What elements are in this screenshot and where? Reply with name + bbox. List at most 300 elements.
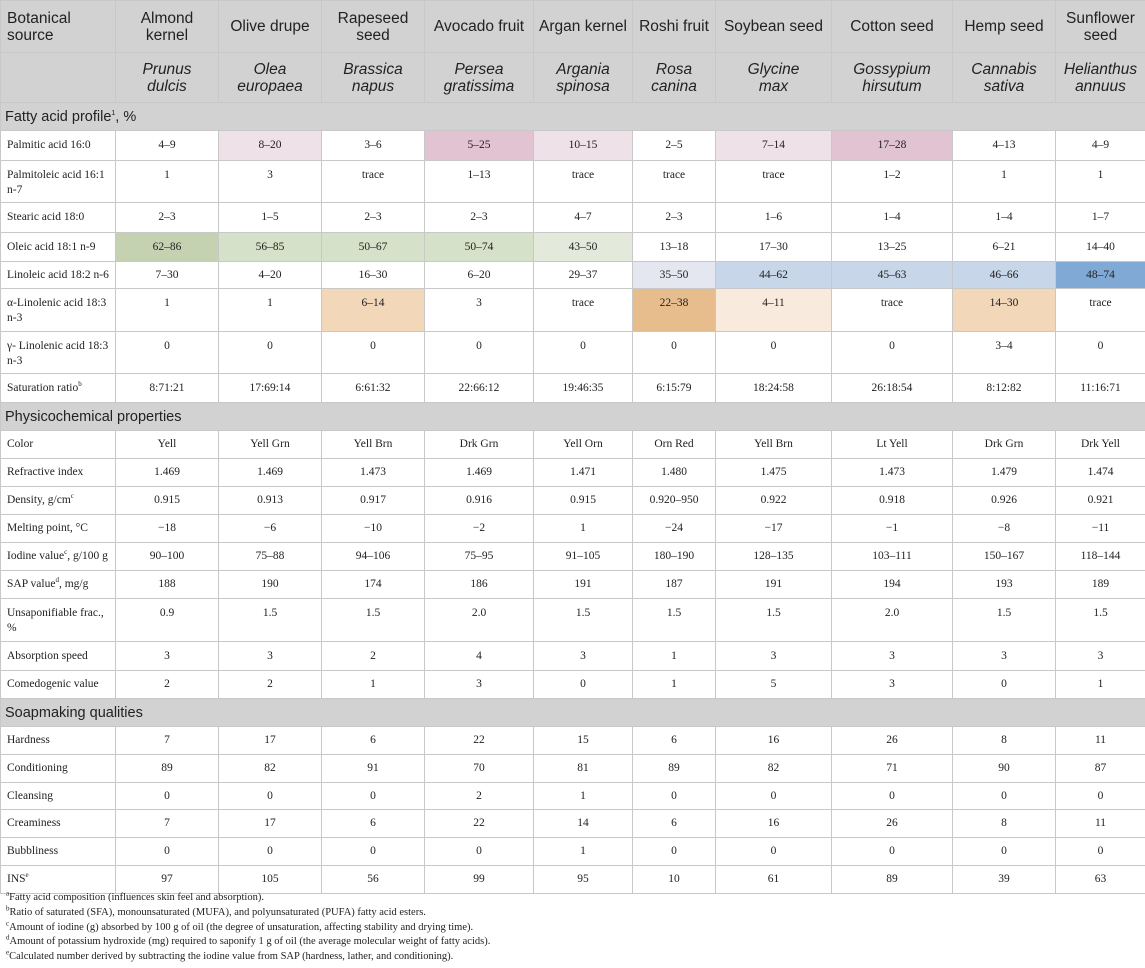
- table-cell: 3: [425, 671, 534, 699]
- table-cell: 48–74: [1056, 262, 1145, 289]
- table-cell: 1: [322, 671, 425, 699]
- section-title: Fatty acid profile$^1$, %: [1, 103, 1145, 131]
- row-label: Hardness: [1, 727, 116, 755]
- table-cell: 1: [534, 515, 633, 543]
- table-cell: 17–28: [832, 131, 953, 161]
- header-empty-cell: [1, 53, 116, 103]
- table-cell: 95: [534, 866, 633, 894]
- table-cell: 1: [116, 161, 219, 203]
- table-cell: trace: [534, 161, 633, 203]
- table-cell: trace: [322, 161, 425, 203]
- section-title: Soapmaking qualities: [1, 699, 1145, 727]
- table-cell: 2–5: [633, 131, 716, 161]
- table-cell: 1.5: [633, 599, 716, 642]
- table-cell: 0: [116, 783, 219, 810]
- table-cell: 1–5: [219, 203, 322, 233]
- table-cell: 22: [425, 727, 534, 755]
- table-cell: 1.5: [219, 599, 322, 642]
- table-cell: 89: [116, 755, 219, 783]
- table-cell: 16: [716, 727, 832, 755]
- table-cell: 90: [953, 755, 1056, 783]
- table-cell: 1.469: [219, 459, 322, 487]
- table-cell: 3–4: [953, 332, 1056, 374]
- table-cell: 6–14: [322, 289, 425, 332]
- table-cell: 17: [219, 810, 322, 838]
- table-cell: 2.0: [425, 599, 534, 642]
- table-cell: 186: [425, 571, 534, 599]
- table-cell: trace: [534, 289, 633, 332]
- table-row: [1, 755, 1145, 783]
- row-label: Creaminess: [1, 810, 116, 838]
- table-cell: 6–21: [953, 233, 1056, 262]
- table-cell: 1.5: [534, 599, 633, 642]
- header-common-name: Rapeseed seed: [322, 1, 425, 53]
- table-cell: 75–95: [425, 543, 534, 571]
- table-cell: 11:16:71: [1056, 374, 1145, 403]
- table-cell: 0: [1056, 783, 1145, 810]
- table-cell: −2: [425, 515, 534, 543]
- table-cell: 0.920–950: [633, 487, 716, 515]
- table-cell: 0: [716, 332, 832, 374]
- table-cell: 26: [832, 727, 953, 755]
- table-cell: 1: [1056, 671, 1145, 699]
- table-cell: 1.479: [953, 459, 1056, 487]
- table-cell: 35–50: [633, 262, 716, 289]
- table-cell: 1.5: [716, 599, 832, 642]
- table-cell: 0.921: [1056, 487, 1145, 515]
- table-cell: 0: [116, 332, 219, 374]
- table-cell: 3: [425, 289, 534, 332]
- table-cell: 0: [219, 783, 322, 810]
- table-cell: 7–30: [116, 262, 219, 289]
- header-common-name: Almond kernel: [116, 1, 219, 53]
- table-cell: −18: [116, 515, 219, 543]
- table-cell: 194: [832, 571, 953, 599]
- table-cell: 91–105: [534, 543, 633, 571]
- table-cell: 2: [219, 671, 322, 699]
- table-cell: 50–67: [322, 233, 425, 262]
- table-cell: 1.471: [534, 459, 633, 487]
- table-cell: 1–7: [1056, 203, 1145, 233]
- table-cell: 189: [1056, 571, 1145, 599]
- row-label: Palmitic acid 16:0: [1, 131, 116, 161]
- header-common-name: Soybean seed: [716, 1, 832, 53]
- table-cell: 1–13: [425, 161, 534, 203]
- table-cell: 4–9: [1056, 131, 1145, 161]
- table-cell: 0: [633, 783, 716, 810]
- table-cell: 0: [534, 332, 633, 374]
- header-common-name: Roshi fruit: [633, 1, 716, 53]
- table-cell: 0: [322, 332, 425, 374]
- header-botanical-source: Botanical source: [1, 1, 116, 53]
- table-cell: 17–30: [716, 233, 832, 262]
- table-cell: 7: [116, 810, 219, 838]
- table-cell: 150–167: [953, 543, 1056, 571]
- table-cell: 56: [322, 866, 425, 894]
- table-cell: 13–18: [633, 233, 716, 262]
- footnote: $^e$Calculated number derived by subtracting the iodine value from SAP (hardness, lather, and conditioning).: [6, 948, 454, 963]
- table-cell: 0.915: [534, 487, 633, 515]
- table-cell: −10: [322, 515, 425, 543]
- table-cell: 14–30: [953, 289, 1056, 332]
- table-cell: 3: [219, 161, 322, 203]
- table-cell: 174: [322, 571, 425, 599]
- table-cell: 1: [1056, 161, 1145, 203]
- table-cell: 26: [832, 810, 953, 838]
- row-label: Palmitoleic acid 16:1 n-7: [1, 161, 116, 203]
- table-cell: 18:24:58: [716, 374, 832, 403]
- header-scientific-name: Brassica napus: [322, 53, 425, 103]
- table-cell: 2–3: [322, 203, 425, 233]
- table-cell: 70: [425, 755, 534, 783]
- table-cell: 190: [219, 571, 322, 599]
- table-cell: 6: [633, 810, 716, 838]
- table-cell: −8: [953, 515, 1056, 543]
- header-common-name: Argan kernel: [534, 1, 633, 53]
- table-cell: 90–100: [116, 543, 219, 571]
- table-cell: trace: [1056, 289, 1145, 332]
- header-row-common-names: [1, 1, 1145, 53]
- table-cell: 103–111: [832, 543, 953, 571]
- table-cell: 1.5: [1056, 599, 1145, 642]
- table-cell: 8: [953, 810, 1056, 838]
- table-cell: 0: [425, 332, 534, 374]
- table-cell: 6:61:32: [322, 374, 425, 403]
- table-cell: 50–74: [425, 233, 534, 262]
- table-cell: 3: [832, 671, 953, 699]
- table-cell: 10: [633, 866, 716, 894]
- table-cell: 1.5: [953, 599, 1056, 642]
- table-cell: 11: [1056, 810, 1145, 838]
- header-common-name: Avocado fruit: [425, 1, 534, 53]
- table-cell: 97: [116, 866, 219, 894]
- header-common-name: Sunflower seed: [1056, 1, 1145, 53]
- table-cell: 0.916: [425, 487, 534, 515]
- table-row: [1, 838, 1145, 866]
- table-cell: 1.469: [116, 459, 219, 487]
- table-row: [1, 262, 1145, 289]
- table-cell: 0: [219, 332, 322, 374]
- table-cell: 2–3: [116, 203, 219, 233]
- table-cell: 26:18:54: [832, 374, 953, 403]
- section-row-soap: [1, 699, 1145, 727]
- table-cell: 0: [716, 783, 832, 810]
- table-cell: 0: [1056, 838, 1145, 866]
- table-cell: Yell Grn: [219, 431, 322, 459]
- table-row: [1, 810, 1145, 838]
- row-label: Density, $g/cm^c$: [1, 487, 116, 515]
- table-cell: Yell Orn: [534, 431, 633, 459]
- table-cell: 1: [633, 671, 716, 699]
- row-label: Comedogenic value: [1, 671, 116, 699]
- table-cell: 4–13: [953, 131, 1056, 161]
- table-cell: 29–37: [534, 262, 633, 289]
- table-cell: 0.913: [219, 487, 322, 515]
- table-cell: 1.474: [1056, 459, 1145, 487]
- table-cell: Yell Brn: [716, 431, 832, 459]
- table-cell: 0: [953, 838, 1056, 866]
- table-cell: 89: [633, 755, 716, 783]
- table-cell: 2: [116, 671, 219, 699]
- table-cell: Drk Yell: [1056, 431, 1145, 459]
- table-cell: 2–3: [633, 203, 716, 233]
- table-cell: 3: [832, 642, 953, 671]
- table-cell: 191: [716, 571, 832, 599]
- table-cell: Lt Yell: [832, 431, 953, 459]
- table-cell: 3: [1056, 642, 1145, 671]
- table-cell: −17: [716, 515, 832, 543]
- table-cell: 3: [716, 642, 832, 671]
- table-cell: 6:15:79: [633, 374, 716, 403]
- table-row: [1, 642, 1145, 671]
- table-cell: Drk Grn: [953, 431, 1056, 459]
- section-row-fatty: [1, 103, 1145, 131]
- table-cell: 14: [534, 810, 633, 838]
- table-cell: 8–20: [219, 131, 322, 161]
- table-cell: 82: [716, 755, 832, 783]
- table-cell: 188: [116, 571, 219, 599]
- table-cell: 0: [534, 671, 633, 699]
- table-cell: 4–9: [116, 131, 219, 161]
- table-cell: Drk Grn: [425, 431, 534, 459]
- section-row-physico: [1, 403, 1145, 431]
- table-cell: 7–14: [716, 131, 832, 161]
- row-label: SAP value$^d$, mg/g: [1, 571, 116, 599]
- row-label: Cleansing: [1, 783, 116, 810]
- footnote: $^d$Amount of potassium hydroxide (mg) required to saponify 1 g of oil (the average molecular weight of fatty acids).: [6, 933, 491, 948]
- row-label: Saturation ratio$^b$: [1, 374, 116, 403]
- table-cell: Orn Red: [633, 431, 716, 459]
- table-cell: 105: [219, 866, 322, 894]
- table-cell: −24: [633, 515, 716, 543]
- table-cell: 0: [219, 838, 322, 866]
- table-row: [1, 459, 1145, 487]
- table-row: [1, 543, 1145, 571]
- row-label: Color: [1, 431, 116, 459]
- table-cell: 1–4: [832, 203, 953, 233]
- table-cell: 1: [116, 289, 219, 332]
- table-cell: −1: [832, 515, 953, 543]
- row-label: Iodine value$^c$, g/100 g: [1, 543, 116, 571]
- table-cell: 5: [716, 671, 832, 699]
- table-cell: 193: [953, 571, 1056, 599]
- table-cell: 0: [832, 332, 953, 374]
- header-common-name: Cotton seed: [832, 1, 953, 53]
- table-cell: 22–38: [633, 289, 716, 332]
- row-label: γ- Linolenic acid 18:3 n-3: [1, 332, 116, 374]
- table-cell: −6: [219, 515, 322, 543]
- table-cell: 8: [953, 727, 1056, 755]
- footnote: $^a$Fatty acid composition (influences skin feel and absorption).: [6, 889, 264, 903]
- table-cell: 1: [534, 838, 633, 866]
- table-cell: 0.917: [322, 487, 425, 515]
- table-row: [1, 727, 1145, 755]
- table-cell: 2: [425, 783, 534, 810]
- row-label: Bubbliness: [1, 838, 116, 866]
- row-label: Stearic acid 18:0: [1, 203, 116, 233]
- table-cell: Yell: [116, 431, 219, 459]
- table-cell: 0: [953, 671, 1056, 699]
- table-row: [1, 599, 1145, 642]
- table-cell: 128–135: [716, 543, 832, 571]
- row-label: Absorption speed: [1, 642, 116, 671]
- table-cell: 6: [322, 810, 425, 838]
- table-cell: 62–86: [116, 233, 219, 262]
- table-cell: 17: [219, 727, 322, 755]
- header-scientific-name: Olea europaea: [219, 53, 322, 103]
- table-cell: 61: [716, 866, 832, 894]
- table-cell: 0.9: [116, 599, 219, 642]
- table-cell: 2.0: [832, 599, 953, 642]
- table-cell: 4–7: [534, 203, 633, 233]
- table-row: [1, 515, 1145, 543]
- table-cell: 1.469: [425, 459, 534, 487]
- table-row: [1, 289, 1145, 332]
- header-common-name: Olive drupe: [219, 1, 322, 53]
- table-cell: 4–20: [219, 262, 322, 289]
- header-scientific-name: Rosa canina: [633, 53, 716, 103]
- table-row: [1, 431, 1145, 459]
- row-label: INS$^e$: [1, 866, 116, 894]
- table-cell: 46–66: [953, 262, 1056, 289]
- table-cell: 0: [425, 838, 534, 866]
- table-cell: 82: [219, 755, 322, 783]
- table-cell: 3–6: [322, 131, 425, 161]
- table-cell: 187: [633, 571, 716, 599]
- table-cell: 0.915: [116, 487, 219, 515]
- table-cell: 16–30: [322, 262, 425, 289]
- table-cell: 4–11: [716, 289, 832, 332]
- table-cell: 39: [953, 866, 1056, 894]
- table-cell: 1.480: [633, 459, 716, 487]
- table-cell: 56–85: [219, 233, 322, 262]
- table-cell: 43–50: [534, 233, 633, 262]
- table-cell: 1–4: [953, 203, 1056, 233]
- table-cell: 6: [322, 727, 425, 755]
- table-cell: 4: [425, 642, 534, 671]
- row-label: α-Linolenic acid 18:3 n-3: [1, 289, 116, 332]
- table-cell: 191: [534, 571, 633, 599]
- table-cell: 6: [633, 727, 716, 755]
- table-row: [1, 783, 1145, 810]
- table-cell: 1.473: [832, 459, 953, 487]
- table-cell: 1–6: [716, 203, 832, 233]
- row-label: Melting point, °C: [1, 515, 116, 543]
- table-cell: 2–3: [425, 203, 534, 233]
- row-label: Oleic acid 18:1 n-9: [1, 233, 116, 262]
- table-cell: 0.922: [716, 487, 832, 515]
- table-cell: 3: [219, 642, 322, 671]
- table-cell: 91: [322, 755, 425, 783]
- table-row: [1, 866, 1145, 894]
- table-cell: 1: [219, 289, 322, 332]
- table-cell: 0: [716, 838, 832, 866]
- table-cell: 0: [633, 332, 716, 374]
- table-cell: trace: [716, 161, 832, 203]
- table-cell: 13–25: [832, 233, 953, 262]
- table-row: [1, 203, 1145, 233]
- table-cell: 1: [534, 783, 633, 810]
- row-label: Conditioning: [1, 755, 116, 783]
- table-cell: 0: [116, 838, 219, 866]
- header-scientific-name: Persea gratissima: [425, 53, 534, 103]
- table-cell: 0.926: [953, 487, 1056, 515]
- table-cell: 89: [832, 866, 953, 894]
- table-cell: 16: [716, 810, 832, 838]
- row-label: Refractive index: [1, 459, 116, 487]
- table-cell: 22:66:12: [425, 374, 534, 403]
- table-cell: 0: [832, 783, 953, 810]
- table-cell: 10–15: [534, 131, 633, 161]
- table-cell: 71: [832, 755, 953, 783]
- table-cell: 6–20: [425, 262, 534, 289]
- table-row: [1, 571, 1145, 599]
- header-scientific-name: Cannabis sativa: [953, 53, 1056, 103]
- table-cell: 3: [953, 642, 1056, 671]
- table-cell: 0: [322, 783, 425, 810]
- header-row-scientific-names: [1, 53, 1145, 103]
- table-row: [1, 374, 1145, 403]
- table-cell: −11: [1056, 515, 1145, 543]
- table-cell: 1.5: [322, 599, 425, 642]
- header-scientific-name: Gossypium hirsutum: [832, 53, 953, 103]
- footnote: $^c$Amount of iodine (g) absorbed by 100 g of oil (the degree of unsaturation, affecting stability and drying time).: [6, 919, 474, 933]
- table-cell: 63: [1056, 866, 1145, 894]
- table-cell: 75–88: [219, 543, 322, 571]
- table-cell: 0: [633, 838, 716, 866]
- table-cell: 17:69:14: [219, 374, 322, 403]
- table-cell: 5–25: [425, 131, 534, 161]
- table-cell: 0: [322, 838, 425, 866]
- header-scientific-name: Prunus dulcis: [116, 53, 219, 103]
- table-cell: 1: [953, 161, 1056, 203]
- table-cell: 87: [1056, 755, 1145, 783]
- table-cell: 1.473: [322, 459, 425, 487]
- table-row: [1, 131, 1145, 161]
- table-cell: 15: [534, 727, 633, 755]
- table-cell: 0: [1056, 332, 1145, 374]
- table-cell: 3: [116, 642, 219, 671]
- table-cell: trace: [832, 289, 953, 332]
- table-cell: 1.475: [716, 459, 832, 487]
- header-scientific-name: Helianthus annuus: [1056, 53, 1145, 103]
- header-common-name: Hemp seed: [953, 1, 1056, 53]
- header-scientific-name: Argania spinosa: [534, 53, 633, 103]
- table-cell: 2: [322, 642, 425, 671]
- table-cell: 14–40: [1056, 233, 1145, 262]
- header-scientific-name: Glycine max: [716, 53, 832, 103]
- table-cell: 44–62: [716, 262, 832, 289]
- table-cell: 3: [534, 642, 633, 671]
- table-cell: 0.918: [832, 487, 953, 515]
- footnote: $^b$Ratio of saturated (SFA), monounsaturated (MUFA), and polyunsaturated (PUFA) fatty acid esters.: [6, 904, 426, 918]
- table-cell: 118–144: [1056, 543, 1145, 571]
- table-row: [1, 671, 1145, 699]
- table-cell: 94–106: [322, 543, 425, 571]
- table-cell: Yell Brn: [322, 431, 425, 459]
- table-row: [1, 332, 1145, 374]
- table-cell: 180–190: [633, 543, 716, 571]
- table-cell: 22: [425, 810, 534, 838]
- table-cell: 0: [953, 783, 1056, 810]
- table-cell: 1–2: [832, 161, 953, 203]
- table-cell: 1: [633, 642, 716, 671]
- table-cell: 19:46:35: [534, 374, 633, 403]
- table-cell: 45–63: [832, 262, 953, 289]
- table-cell: trace: [633, 161, 716, 203]
- row-label: Unsaponifiable frac., %: [1, 599, 116, 642]
- table-cell: 0: [832, 838, 953, 866]
